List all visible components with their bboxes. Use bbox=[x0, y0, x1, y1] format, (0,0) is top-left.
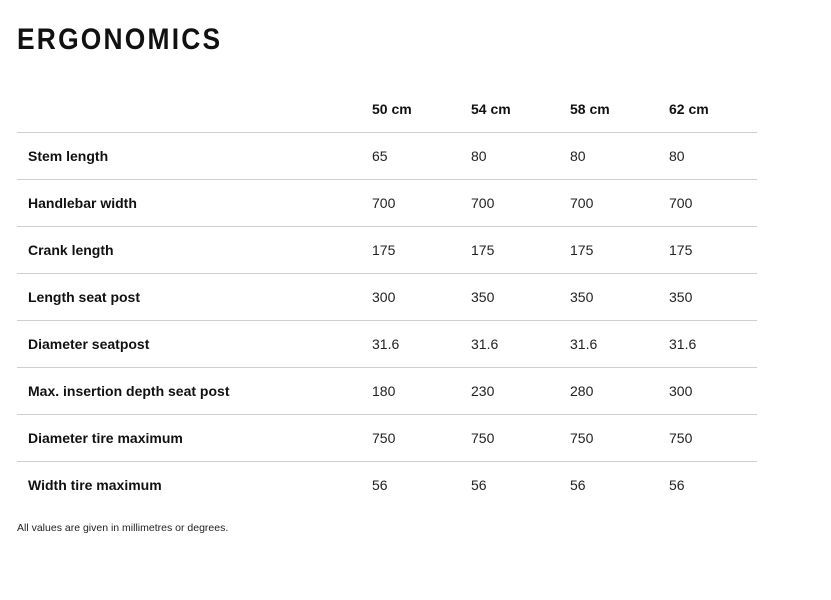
table-cell: 750 bbox=[669, 415, 757, 462]
table-cell: 65 bbox=[372, 133, 471, 180]
table-cell: 750 bbox=[570, 415, 669, 462]
table-cell: 700 bbox=[669, 180, 757, 227]
row-label: Length seat post bbox=[17, 274, 372, 321]
row-label: Handlebar width bbox=[17, 180, 372, 227]
row-label: Crank length bbox=[17, 227, 372, 274]
table-cell: 175 bbox=[570, 227, 669, 274]
table-row bbox=[17, 415, 757, 462]
table-row bbox=[17, 180, 757, 227]
row-label: Diameter seatpost bbox=[17, 321, 372, 368]
table-cell: 280 bbox=[570, 368, 669, 415]
section-title: ERGONOMICS bbox=[17, 23, 223, 56]
table-row bbox=[17, 368, 757, 415]
table-cell: 350 bbox=[471, 274, 570, 321]
table-cell: 175 bbox=[471, 227, 570, 274]
header-corner bbox=[17, 86, 372, 133]
table-cell: 700 bbox=[570, 180, 669, 227]
table-cell: 300 bbox=[669, 368, 757, 415]
table-row bbox=[17, 321, 757, 368]
table-cell: 750 bbox=[471, 415, 570, 462]
table-row bbox=[17, 274, 757, 321]
row-label: Diameter tire maximum bbox=[17, 415, 372, 462]
row-label: Stem length bbox=[17, 133, 372, 180]
table-cell: 175 bbox=[669, 227, 757, 274]
table-row bbox=[17, 133, 757, 180]
header-size: 58 cm bbox=[570, 86, 669, 133]
table-cell: 31.6 bbox=[372, 321, 471, 368]
units-note: All values are given in millimetres or degrees. bbox=[17, 522, 229, 534]
table-cell: 750 bbox=[372, 415, 471, 462]
table-cell: 80 bbox=[471, 133, 570, 180]
table-cell: 300 bbox=[372, 274, 471, 321]
table-cell: 56 bbox=[471, 477, 487, 493]
row-label: Width tire maximum bbox=[28, 477, 162, 493]
table-row bbox=[17, 462, 757, 509]
header-size: 54 cm bbox=[471, 86, 570, 133]
table-cell: 56 bbox=[669, 477, 685, 493]
table-header-row bbox=[17, 86, 757, 133]
table-cell: 350 bbox=[669, 274, 757, 321]
table-cell: 700 bbox=[471, 180, 570, 227]
table-cell: 350 bbox=[570, 274, 669, 321]
ergonomics-table bbox=[17, 86, 757, 508]
table-cell: 56 bbox=[570, 477, 586, 493]
table-cell: 700 bbox=[372, 180, 471, 227]
table-cell: 31.6 bbox=[669, 321, 757, 368]
table-cell: 230 bbox=[471, 368, 570, 415]
table-cell: 175 bbox=[372, 227, 471, 274]
table-cell: 80 bbox=[570, 133, 669, 180]
table-cell: 180 bbox=[372, 368, 471, 415]
table-cell: 31.6 bbox=[570, 321, 669, 368]
table-cell: 56 bbox=[372, 477, 388, 493]
row-label: Max. insertion depth seat post bbox=[17, 368, 372, 415]
table-cell: 31.6 bbox=[471, 321, 570, 368]
table-row bbox=[17, 227, 757, 274]
header-size: 62 cm bbox=[669, 86, 757, 133]
table-cell: 80 bbox=[669, 133, 757, 180]
header-size: 50 cm bbox=[372, 86, 471, 133]
